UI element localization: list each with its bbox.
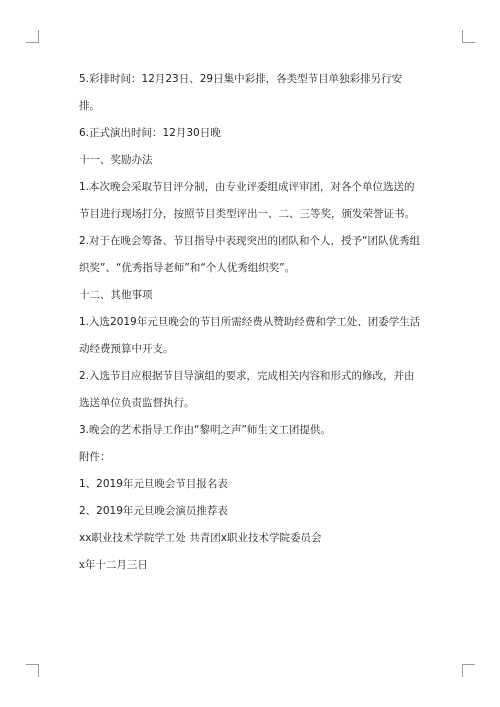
crop-mark-bottom-right	[462, 664, 475, 677]
section-heading-awards: 十一、奖励办法	[79, 154, 153, 166]
section-heading-other: 十二、其他事项	[79, 289, 153, 301]
rehearsal-time: 5.彩排时间：12月23日、29日集中彩排，各类型节目单独彩排另行安排。	[79, 73, 403, 112]
signature-org: xx职业技术学院学工处 共青团x职业技术学院委员会	[79, 532, 322, 544]
attachments-label: 附件：	[79, 451, 111, 463]
crop-mark-top-right	[462, 30, 475, 43]
awards-rule-1: 1.本次晚会采取节目评分制，由专业评委组成评审团，对各个单位选送的节目进行现场打分，按照节目类型评出一、二、三等奖，颁发荣誉证书。	[79, 181, 415, 220]
attachment-1: 1、2019年元旦晚会节目报名表	[79, 478, 228, 490]
attachment-2: 2、2019年元旦晚会演员推荐表	[79, 505, 228, 517]
other-item-2: 2.入选节目应根据节目导演组的要求，完成相关内容和形式的修改，并由选送单位负责监督执行。	[79, 370, 415, 409]
other-item-1: 1.入选2019年元旦晚会的节目所需经费从赞助经费和学工处、团委学生活动经费预算中开支。	[79, 316, 421, 355]
awards-rule-2: 2.对于在晚会筹备、节目指导中表现突出的团队和个人，授予“团队优秀组织奖”、“优秀指导老师”和“个人优秀组织奖”。	[79, 235, 420, 274]
document-body	[79, 66, 421, 579]
crop-mark-bottom-left	[26, 664, 39, 677]
other-item-3: 3.晚会的艺术指导工作由“黎明之声”师生文工团提供。	[79, 424, 331, 436]
signature-date: x年十二月三日	[79, 559, 148, 571]
crop-mark-top-left	[26, 30, 39, 43]
performance-time: 6.正式演出时间：12月30日晚	[79, 127, 221, 139]
